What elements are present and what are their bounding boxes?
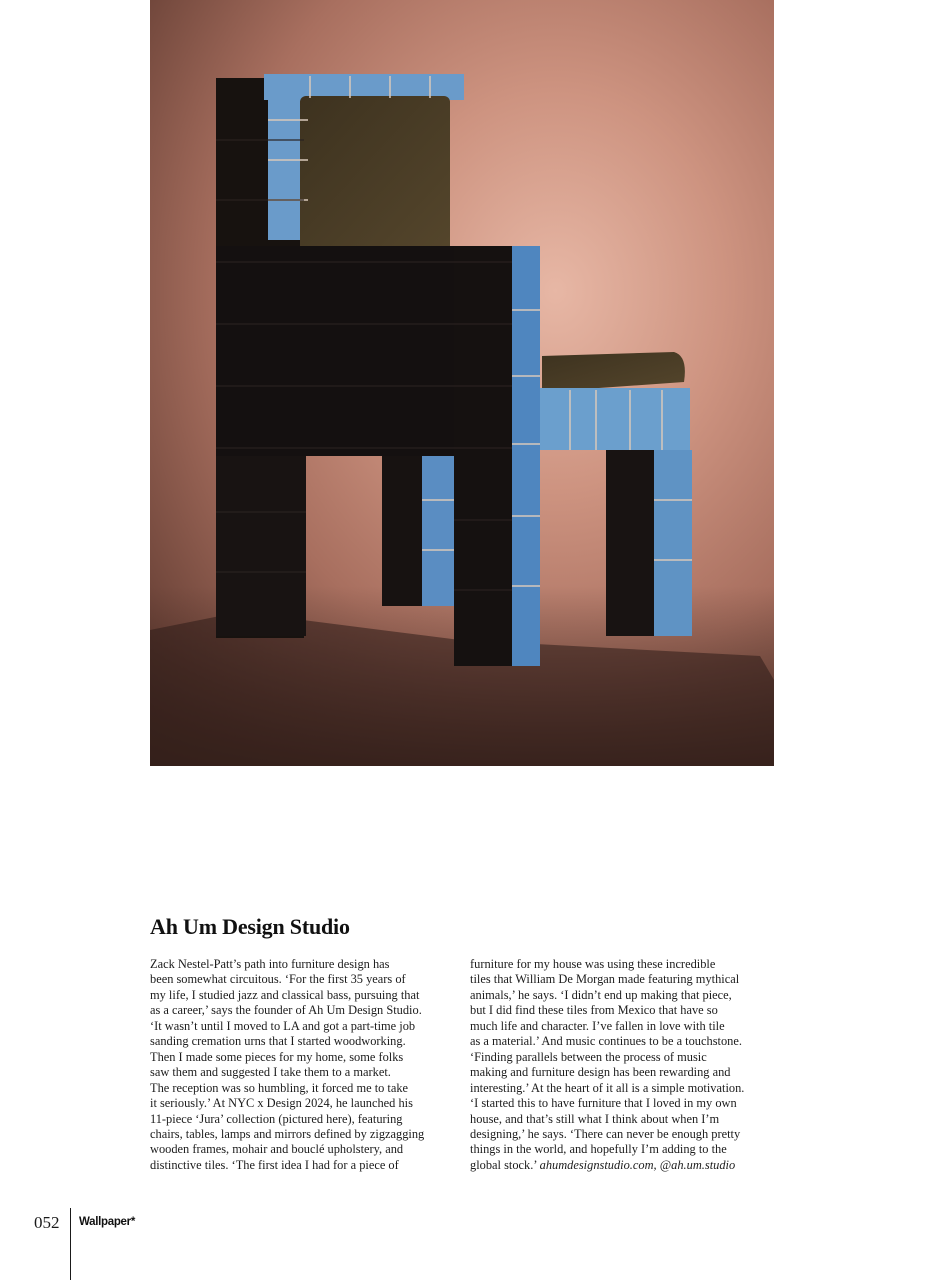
body-line: my life, I studied jazz and classical bass, pursuing that <box>150 987 420 1002</box>
website-link[interactable]: ahumdesignstudio.com, @ah.um.studio <box>539 1157 736 1172</box>
body-line: tiles that William De Morgan made featuring mythical <box>470 972 740 987</box>
magazine-name: Wallpaper* <box>79 1216 136 1228</box>
article-headline: Ah Um Design Studio <box>150 914 350 939</box>
body-last-line <box>470 1158 774 1173</box>
body-line: it seriously.’ At NYC x Design 2024, he launched his <box>150 1096 413 1111</box>
body-line: been somewhat circuitous. ‘For the first 35 years of <box>150 972 406 987</box>
body-line: things in the world, and hopefully I’m adding to the <box>470 1142 727 1157</box>
article-body-right-column <box>470 957 774 1173</box>
body-line: interesting.’ At the heart of it all is a simple motivation. <box>470 1080 745 1095</box>
page-number: 052 <box>34 1213 60 1232</box>
body-line: saw them and suggested I take them to a market. <box>150 1065 391 1080</box>
body-line: Zack Nestel-Patt’s path into furniture design has <box>150 957 390 971</box>
body-line: much life and character. I’ve fallen in love with tile <box>470 1018 725 1033</box>
body-line: designing,’ he says. ‘There can never be enough pretty <box>470 1126 741 1141</box>
body-line: as a material.’ And music continues to be a touchstone. <box>470 1034 742 1049</box>
body-line: house, and that’s still what I think about when I’m <box>470 1111 720 1126</box>
body-line: distinctive tiles. ‘The first idea I had for a piece of <box>150 1157 399 1172</box>
body-line: chairs, tables, lamps and mirrors defined by zigzagging <box>150 1126 425 1141</box>
chair-photo <box>150 0 774 766</box>
body-line: as a career,’ says the founder of Ah Um Design Studio. <box>150 1003 422 1018</box>
body-line-text: global stock.’ <box>470 1157 540 1172</box>
article-body-left-column <box>150 957 454 1173</box>
body-line: animals,’ he says. ‘I didn’t end up making that piece, <box>470 987 732 1002</box>
body-line: but I did find these tiles from Mexico that have so <box>470 1003 718 1018</box>
body-line: ‘Finding parallels between the process of music <box>470 1049 707 1064</box>
body-line: The reception was so humbling, it forced me to take <box>150 1080 409 1095</box>
body-line: sanding cremation urns that I started woodworking. <box>150 1034 406 1049</box>
body-line: wooden frames, mohair and bouclé upholstery, and <box>150 1142 404 1157</box>
body-line: ‘It wasn’t until I moved to LA and got a part-time job <box>150 1018 416 1033</box>
body-line: 11-piece ‘Jura’ collection (pictured here), featuring <box>150 1111 403 1126</box>
body-line: furniture for my house was using these incredible <box>470 957 716 971</box>
body-line: ‘I started this to have furniture that I loved in my own <box>470 1096 737 1111</box>
body-line: making and furniture design has been rewarding and <box>470 1065 731 1080</box>
body-line: Then I made some pieces for my home, some folks <box>150 1049 404 1064</box>
footer-divider <box>70 1208 71 1280</box>
